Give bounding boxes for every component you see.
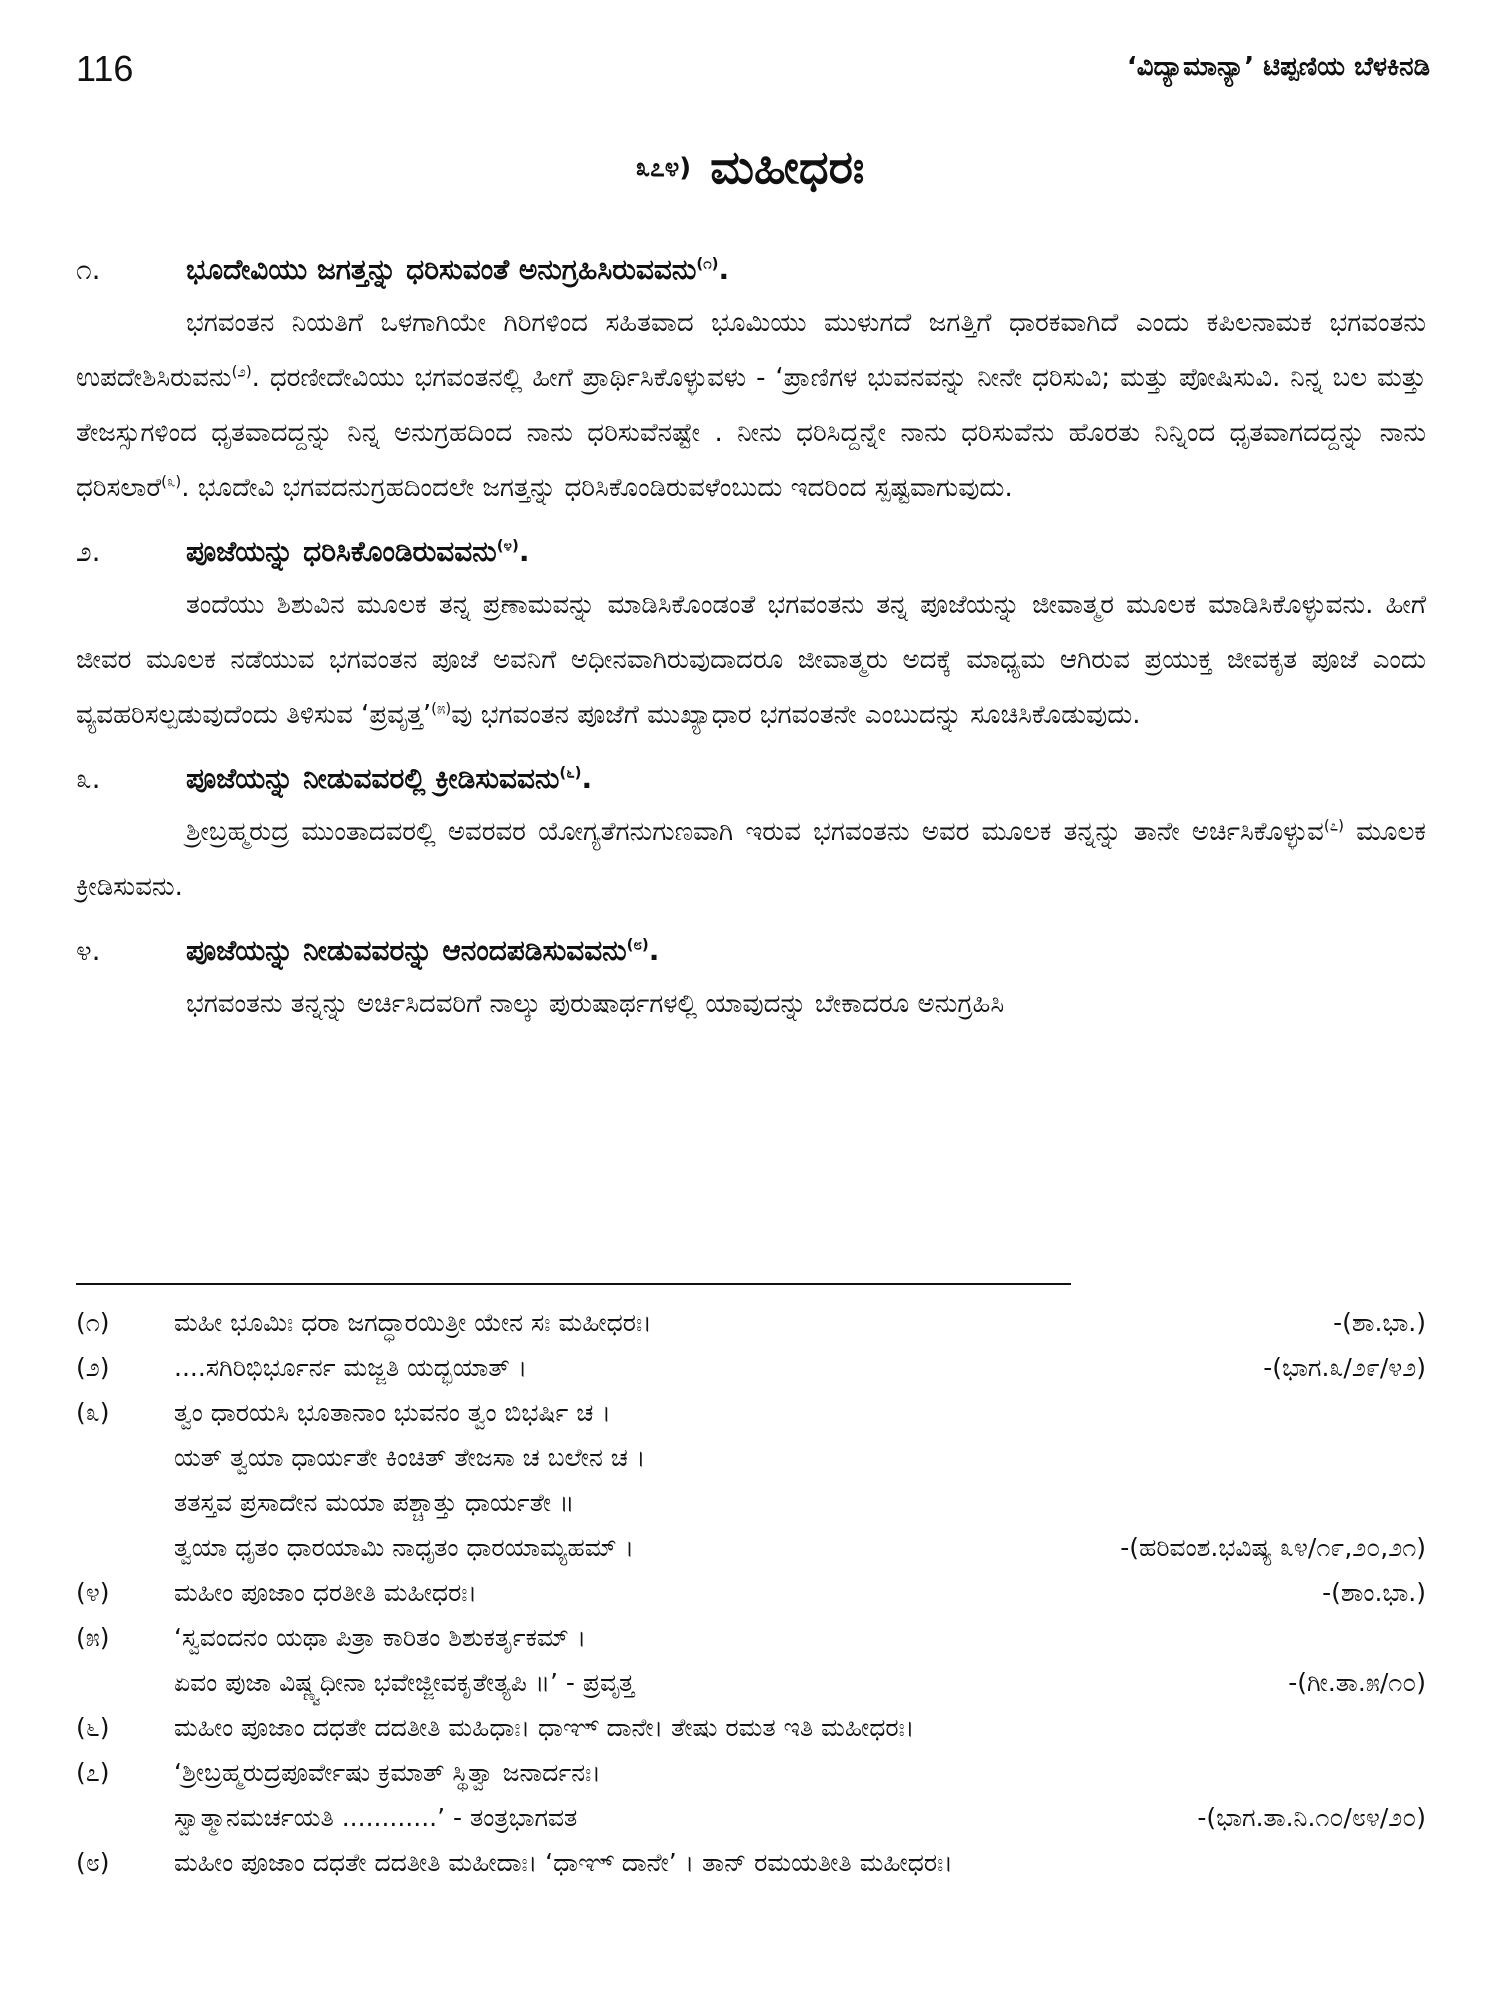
footnote-ref: (೬) bbox=[559, 763, 582, 782]
footnote-text: ಯತ್ ತ್ವಯಾ ಧಾರ್ಯತೇ ಕಿಂಚಿತ್ ತೇಜಸಾ ಚ ಬಲೇನ ಚ । bbox=[174, 1443, 646, 1472]
heading-text: ಪೂಜೆಯನ್ನು ಧರಿಸಿಕೊಂಡಿರುವವನು bbox=[186, 535, 497, 568]
section-paragraph bbox=[76, 296, 1426, 516]
footnote-body bbox=[174, 1570, 1426, 1615]
footnote-text: ಮಹೀ ಭೂಮಿಃ ಧರಾ ಜಗದ್ಧಾರಯಿತ್ರೀ ಯೇನ ಸಃ ಮಹೀಧರಃ। bbox=[174, 1308, 652, 1337]
footnote-marker: (೧) bbox=[76, 1308, 110, 1337]
footnote-line bbox=[174, 1705, 1426, 1750]
footnote-text: ಏವಂ ಪುಜಾ ವಿಷ್ಣ್ವಧೀನಾ ಭವೇಜ್ಜೀವಕೃತೇತ್ಯಪಿ ॥’ - ಪ್ರವೃತ್ತ bbox=[174, 1668, 635, 1697]
footnote-line bbox=[174, 1615, 1426, 1660]
paragraph-text: ವು ಭಗವಂತನ ಪೂಜೆಗೆ ಮುಖ್ಯಾಧಾರ ಭಗವಂತನೇ ಎಂಬುದನ್ನು ಸೂಚಿಸಿಕೊಡುವುದು. bbox=[451, 700, 1141, 730]
footnote-ref: (೪) bbox=[496, 536, 519, 555]
footnote-body bbox=[174, 1840, 1426, 1885]
paragraph-text: . ಭೂದೇವಿ ಭಗವದನುಗ್ರಹದಿಂದಲೇ ಜಗತ್ತನ್ನು ಧರಿಸಿಕೊಂಡಿರುವಳೆಂಬುದು ಇದರಿಂದ ಸ್ಪಷ್ಟವಾಗುವುದು. bbox=[181, 473, 1013, 503]
footnote bbox=[76, 1705, 1426, 1750]
section-number: ೪. bbox=[76, 934, 101, 967]
section-number: ೧. bbox=[76, 253, 101, 286]
footnote-body bbox=[174, 1300, 1426, 1345]
footnote-marker: (೫) bbox=[76, 1623, 110, 1652]
footnote-text: ‘ಸ್ವವಂದನಂ ಯಥಾ ಪಿತ್ರಾ ಕಾರಿತಂ ಶಿಶುಕರ್ತೃಕಮ್ । bbox=[174, 1623, 587, 1652]
paragraph-text: ತಂದೆಯು ಶಿಶುವಿನ ಮೂಲಕ ತನ್ನ ಪ್ರಣಾಮವನ್ನು ಮಾಡಿಸಿಕೊಂಡಂತೆ ಭಗವಂತನು ತನ್ನ ಪೂಜೆಯನ್ನು ಜೀವಾತ್ಮರ ಮೂಲಕ ಮಾಡಿಸಿಕೊಳ್ಳುವನು. ಹೀಗೆ ಜೀವರ ಮೂಲಕ ನಡೆಯುವ ಭಗವಂತನ ಪೂಜೆ ಅವನಿಗೆ ಅಧೀನವಾಗಿರುವುದಾದರೂ ಜೀವಾತ್ಮರು ಅದಕ್ಕೆ ಮಾಧ್ಯಮ ಆಗಿರುವ ಪ್ರಯುಕ್ತ ಜೀವಕೃತ ಪೂಜೆ ಎಂದು ವ್ಯವಹರಿಸಲ್ಪಡುವುದೆಂದು ತಿಳಿಸುವ ‘ಪ್ರವೃತ್ತ’ bbox=[76, 590, 1426, 730]
footnote-text: ತ್ವಂ ಧಾರಯಸಿ ಭೂತಾನಾಂ ಭುವನಂ ತ್ವಂ ಬಿಭರ್ಷಿ ಚ । bbox=[174, 1398, 611, 1427]
footnote-ref: (೭) bbox=[1323, 816, 1344, 835]
section-heading-text bbox=[186, 757, 592, 801]
footnote-source: -(ಭಾಗ.ತಾ.ನಿ.೧೦/೮೪/೨೦) bbox=[1197, 1803, 1426, 1832]
footnote-body bbox=[174, 1615, 1426, 1705]
chapter-heading bbox=[0, 140, 1500, 196]
footnote-line bbox=[174, 1345, 1426, 1390]
footnote-source: -(ಶಾ.ಭಾ.) bbox=[1333, 1308, 1426, 1337]
footnote-text: ತ್ವಯಾ ಧೃತಂ ಧಾರಯಾಮಿ ನಾಧೃತಂ ಧಾರಯಾಮ್ಯಹಮ್ । bbox=[174, 1533, 635, 1562]
paragraph-text: ಶ್ರೀಬ್ರಹ್ಮರುದ್ರ ಮುಂತಾದವರಲ್ಲಿ ಅವರವರ ಯೋಗ್ಯತೆಗನುಗುಣವಾಗಿ ಇರುವ ಭಗವಂತನು ಅವರ ಮೂಲಕ ತನ್ನನ್ನು ತಾನೇ ಅರ್ಚಿಸಿಕೊಳ್ಳುವ bbox=[186, 817, 1324, 847]
footnote-marker: (೪) bbox=[76, 1578, 110, 1607]
section-paragraph bbox=[76, 805, 1426, 915]
footnote-line bbox=[174, 1435, 1426, 1480]
footnote-source: -(ಹರಿವಂಶ.ಭವಿಷ್ಯ ೩೪/೧೯,೨೦,೨೧) bbox=[1120, 1533, 1426, 1562]
footnote-line bbox=[174, 1525, 1426, 1570]
footnote-text: ತತಸ್ತವ ಪ್ರಸಾದೇನ ಮಯಾ ಪಶ್ಚಾತ್ತು ಧಾರ್ಯತೇ ॥ bbox=[174, 1488, 575, 1517]
running-title: ‘ವಿದ್ಯಾಮಾನ್ಯಾ’ ಟಿಪ್ಪಣಿಯ ಬೆಳಕಿನಡಿ bbox=[1126, 52, 1430, 82]
footnote-line bbox=[174, 1570, 1426, 1615]
section-heading bbox=[76, 248, 1426, 292]
footnote-ref: (೫) bbox=[431, 699, 452, 718]
footnote-marker: (೨) bbox=[76, 1353, 110, 1382]
footnote-ref: (೨) bbox=[231, 362, 252, 381]
page-number: 116 bbox=[76, 48, 134, 89]
footnote-marker: (೩) bbox=[76, 1398, 110, 1427]
footnote-line bbox=[174, 1840, 1426, 1885]
section-heading-text bbox=[186, 530, 529, 574]
footnote-line bbox=[174, 1390, 1426, 1435]
heading-end: . bbox=[648, 934, 660, 967]
section-heading bbox=[76, 530, 1426, 574]
footnote bbox=[76, 1390, 1426, 1570]
footnote bbox=[76, 1840, 1426, 1885]
section-paragraph bbox=[76, 977, 1426, 1032]
footnote-body bbox=[174, 1345, 1426, 1390]
footnote-line bbox=[174, 1480, 1426, 1525]
heading-end: . bbox=[518, 535, 530, 568]
footnote-text: ಸ್ವಾತ್ಮಾನಮರ್ಚಯತಿ ............’ - ತಂತ್ರಭಾಗವತ bbox=[174, 1803, 578, 1832]
footnote-text: ಮಹೀಂ ಪೂಜಾಂ ದಧತೇ ದದತೀತಿ ಮಹೀದಾಃ। ‘ಧಾಞ್ ದಾನೇ’ । ತಾನ್ ರಮಯತೀತಿ ಮಹೀಧರಃ। bbox=[174, 1848, 953, 1877]
footnote-ref: (೩) bbox=[161, 472, 182, 491]
chapter-title: ಮಹೀಧರಃ bbox=[710, 140, 865, 194]
footnote-text: ಮಹೀಂ ಪೂಜಾಂ ದಧತೇ ದದತೀತಿ ಮಹಿಧಾಃ। ಧಾಞ್ ದಾನೇ। ತೇಷು ರಮತ ಇತಿ ಮಹೀಧರಃ। bbox=[174, 1713, 915, 1742]
heading-text: ಭೂದೇವಿಯು ಜಗತ್ತನ್ನು ಧರಿಸುವಂತೆ ಅನುಗ್ರಹಿಸಿರುವವನು bbox=[186, 253, 697, 286]
section-number: ೩. bbox=[76, 762, 101, 795]
footnote-line bbox=[174, 1750, 1426, 1795]
paragraph-text: . ಧರಣೀದೇವಿಯು ಭಗವಂತನಲ್ಲಿ ಹೀಗೆ ಪ್ರಾರ್ಥಿಸಿಕೊಳ್ಳುವಳು - ‘ಪ್ರಾಣಿಗಳ ಭುವನವನ್ನು ನೀನೇ ಧರಿಸುವಿ; ಮತ್ತು ಪೋಷಿಸುವಿ. ನಿನ್ನ ಬಲ ಮತ್ತು ತೇಜಸ್ಸುಗಳಿಂದ ಧೃತವಾದದ್ದನ್ನು ನಿನ್ನ ಅನುಗ್ರಹದಿಂದ ನಾನು ಧರಿಸುವೆನಷ್ಟೇ . ನೀನು ಧರಿಸಿದ್ದನ್ನೇ ನಾನು ಧರಿಸುವೆನು ಹೊರತು ನಿನ್ನಿಂದ ಧೃತವಾಗದದ್ದನ್ನು ನಾನು ಧರಿಸಲಾರೆ bbox=[76, 363, 1426, 503]
footnote-line bbox=[174, 1300, 1426, 1345]
paragraph-text: ಮೂಲಕ ಕ್ರೀಡಿಸುವನು. bbox=[76, 817, 1426, 902]
footnote bbox=[76, 1300, 1426, 1345]
footnotes bbox=[76, 1300, 1426, 1885]
heading-end: . bbox=[718, 253, 730, 286]
section-heading bbox=[76, 757, 1426, 801]
footnote-line bbox=[174, 1795, 1426, 1840]
heading-text: ಪೂಜೆಯನ್ನು ನೀಡುವವರನ್ನು ಆನಂದಪಡಿಸುವವನು bbox=[186, 934, 627, 967]
footnote-text: ....ಸಗಿರಿಭಿರ್ಭೂರ್ನ ಮಜ್ಜತಿ ಯದ್ಭಯಾತ್ । bbox=[174, 1353, 528, 1382]
chapter-number: ೩೭೪) bbox=[635, 152, 692, 183]
section-number: ೨. bbox=[76, 535, 101, 568]
section-heading-text bbox=[186, 248, 729, 292]
heading-end: . bbox=[581, 762, 593, 795]
footnote bbox=[76, 1570, 1426, 1615]
footnote-body bbox=[174, 1705, 1426, 1750]
section-heading-text bbox=[186, 929, 659, 973]
footnote-body bbox=[174, 1750, 1426, 1840]
footnote-text: ಮಹೀಂ ಪೂಜಾಂ ಧರತೀತಿ ಮಹೀಧರಃ। bbox=[174, 1578, 478, 1607]
footnote-marker: (೮) bbox=[76, 1848, 110, 1877]
paragraph-text: ಭಗವಂತನು ತನ್ನನ್ನು ಅರ್ಚಿಸಿದವರಿಗೆ ನಾಲ್ಕು ಪುರುಷಾರ್ಥಗಳಲ್ಲಿ ಯಾವುದನ್ನು ಬೇಕಾದರೂ ಅನುಗ್ರಹಿಸಿ bbox=[186, 989, 1005, 1019]
footnote-source: -(ಶಾಂ.ಭಾ.) bbox=[1322, 1578, 1426, 1607]
footnote-ref: (೮) bbox=[626, 935, 649, 954]
footnote bbox=[76, 1345, 1426, 1390]
paragraph-text: ಭಗವಂತನ ನಿಯತಿಗೆ ಒಳಗಾಗಿಯೇ ಗಿರಿಗಳಿಂದ ಸಹಿತವಾದ ಭೂಮಿಯು ಮುಳುಗದೆ ಜಗತ್ತಿಗೆ ಧಾರಕವಾಗಿದೆ ಎಂದು ಕಪಿಲನಾಮಕ ಭಗವಂತನು ಉಪದೇಶಿಸಿರುವನು bbox=[76, 308, 1426, 393]
section-heading bbox=[76, 929, 1426, 973]
footnote-source: -(ಗೀ.ತಾ.೫/೧೦) bbox=[1288, 1668, 1426, 1697]
footnote-divider bbox=[76, 1283, 1071, 1285]
section-paragraph bbox=[76, 578, 1426, 743]
footnote-line bbox=[174, 1660, 1426, 1705]
footnote-marker: (೭) bbox=[76, 1758, 110, 1787]
footnote bbox=[76, 1750, 1426, 1840]
footnote-text: ‘ಶ್ರೀಬ್ರಹ್ಮರುದ್ರಪೂರ್ವೇಷು ಕ್ರಮಾತ್ ಸ್ಥಿತ್ವಾ ಜನಾರ್ದನಃ। bbox=[174, 1758, 601, 1787]
footnote-source: -(ಭಾಗ.೩/೨೯/೪೨) bbox=[1263, 1353, 1426, 1382]
heading-text: ಪೂಜೆಯನ್ನು ನೀಡುವವರಲ್ಲಿ ಕ್ರೀಡಿಸುವವನು bbox=[186, 762, 560, 795]
footnote bbox=[76, 1615, 1426, 1705]
footnote-body bbox=[174, 1390, 1426, 1570]
page-header bbox=[76, 48, 1430, 92]
footnote-marker: (೬) bbox=[76, 1713, 110, 1742]
main-text bbox=[76, 234, 1426, 1032]
footnote-ref: (೧) bbox=[696, 254, 719, 273]
